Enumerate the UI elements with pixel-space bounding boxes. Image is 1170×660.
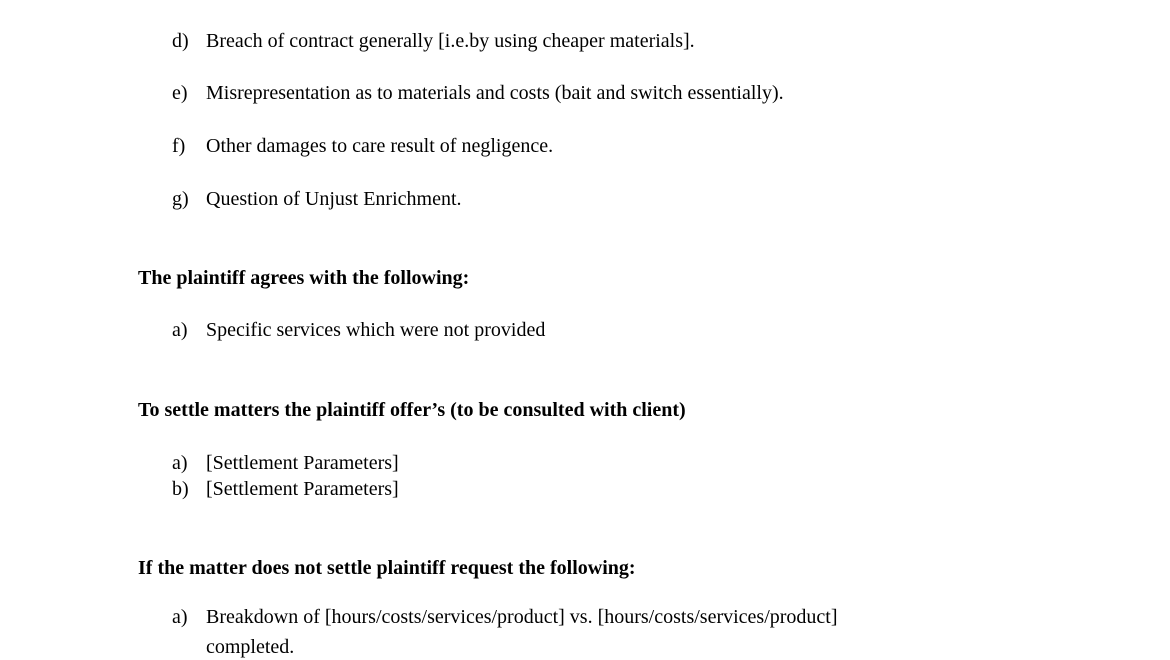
list-item-text: Specific services which were not provided bbox=[206, 319, 546, 341]
list-marker: a) bbox=[172, 452, 188, 474]
section-heading-request: If the matter does not settle plaintiff request the following: bbox=[138, 557, 636, 579]
list-item-text: Misrepresentation as to materials and costs (bait and switch essentially). bbox=[206, 82, 784, 104]
list-marker: b) bbox=[172, 478, 189, 500]
section-heading-agrees: The plaintiff agrees with the following: bbox=[138, 267, 470, 289]
list-item-text-line2: completed. bbox=[206, 636, 295, 658]
list-item-text: Breach of contract generally [i.e.by using cheaper materials]. bbox=[206, 30, 695, 52]
list-item-text: [Settlement Parameters] bbox=[206, 452, 399, 474]
list-marker: g) bbox=[172, 188, 189, 210]
list-item-text: [Settlement Parameters] bbox=[206, 478, 399, 500]
list-item-text-line1: Breakdown of [hours/costs/services/product] vs. [hours/costs/services/product] bbox=[206, 606, 838, 628]
list-marker: f) bbox=[172, 135, 186, 157]
section-heading-settle: To settle matters the plaintiff offer’s (to be consulted with client) bbox=[138, 399, 686, 421]
list-marker: e) bbox=[172, 82, 188, 104]
list-marker: d) bbox=[172, 30, 189, 52]
list-marker: a) bbox=[172, 606, 188, 628]
list-marker: a) bbox=[172, 319, 188, 341]
list-item-text: Other damages to care result of negligence. bbox=[206, 135, 554, 157]
list-item-text: Question of Unjust Enrichment. bbox=[206, 188, 462, 210]
